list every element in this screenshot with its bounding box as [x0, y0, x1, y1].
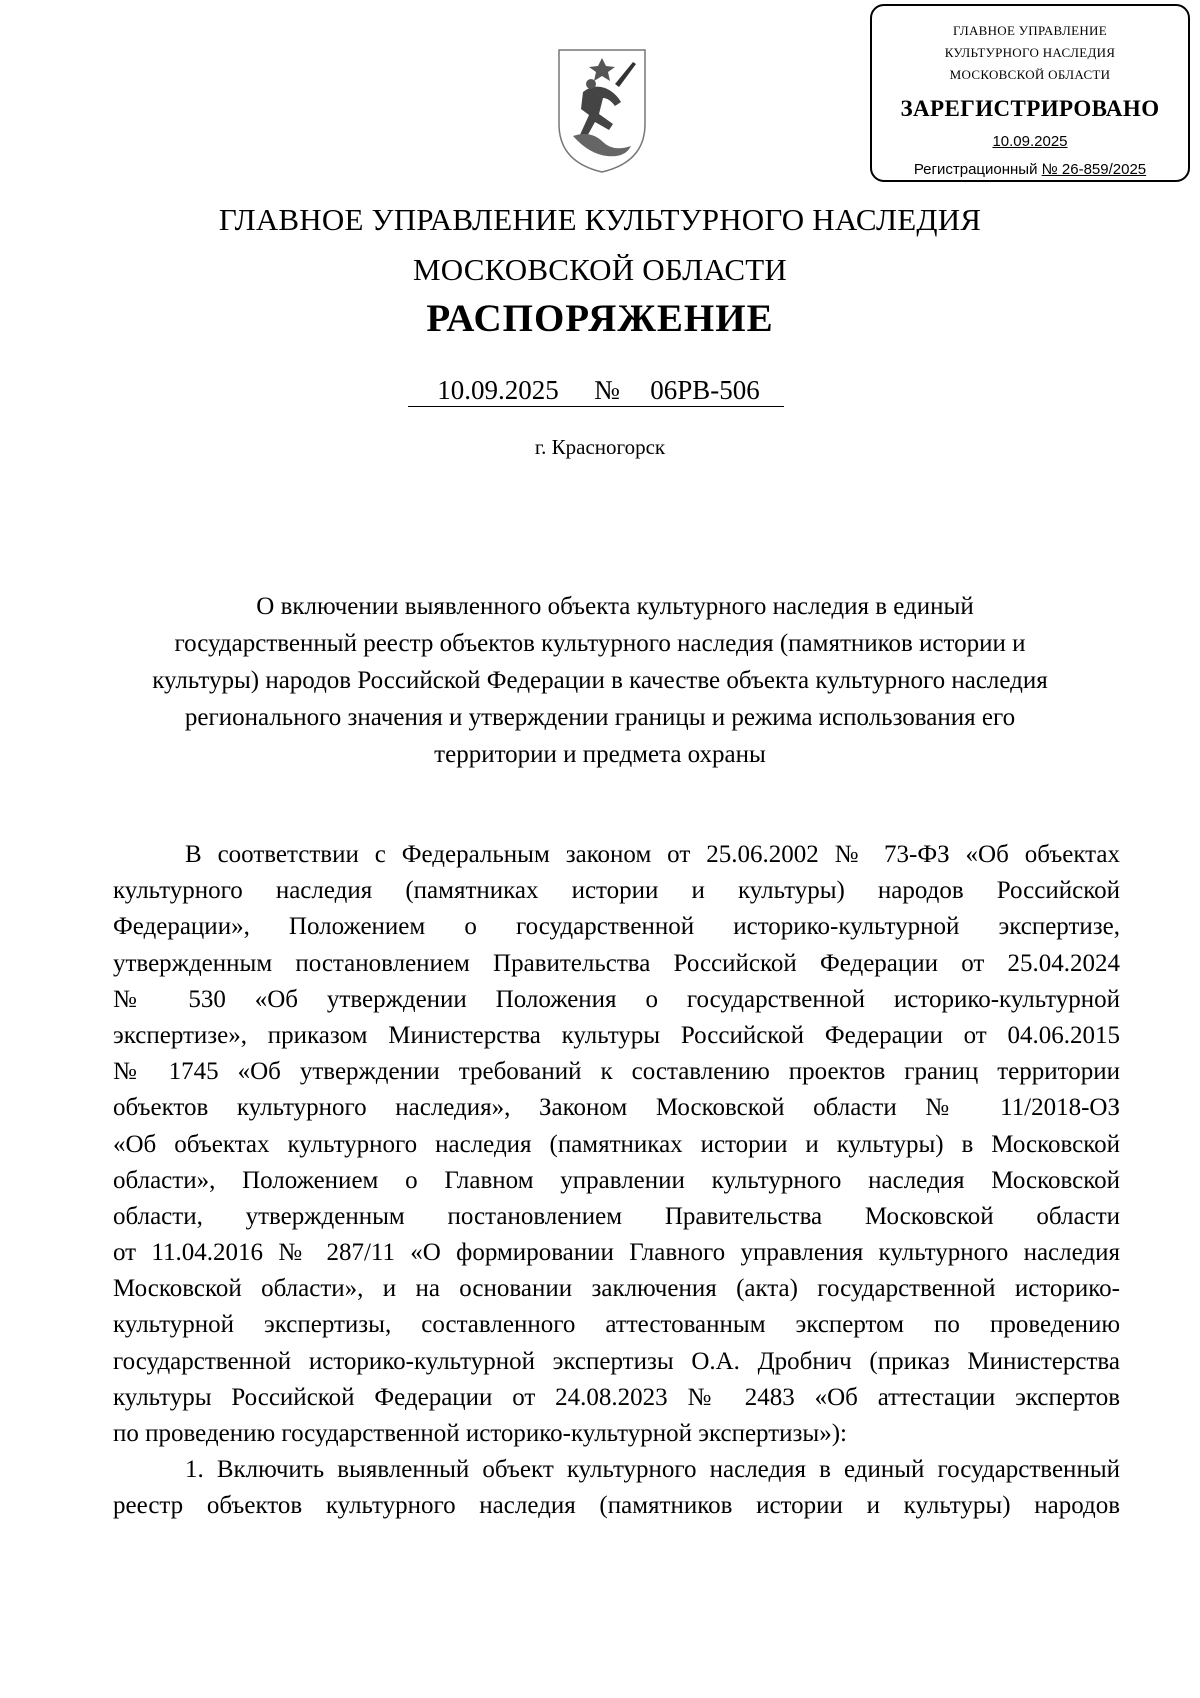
body-line: области», Положением о Главном управлении культурного наследия Московской [113, 1166, 1120, 1194]
organization-title [0, 195, 1200, 295]
body-line: объектов культурного наследия», Законом Московской области № 11/2018-ОЗ [113, 1094, 1120, 1122]
subject-line: регионального значения и утверждении границы и режима использования его [184, 704, 1016, 731]
stamp-org-line: КУЛЬТУРНОГО НАСЛЕДИЯ [944, 45, 1116, 60]
body-line: 1. Включить выявленный объект культурного наследия в единый государственный [185, 1456, 1120, 1484]
stamp-registration-number [872, 161, 1188, 178]
stamp-org-line: ГЛАВНОЕ УПРАВЛЕНИЕ [953, 23, 1107, 38]
body-line: культурной экспертизы, составленного аттестованным экспертом по проведению [113, 1311, 1120, 1339]
body-line: государственной историко-культурной экспертизы О.А. Дробнич (приказ Министерства [113, 1347, 1120, 1375]
stamp-org-name [872, 20, 1188, 86]
coat-of-arms-emblem [553, 44, 651, 176]
document-date: 10.09.2025 [408, 375, 588, 407]
subject-line: территории и предмета охраны [434, 741, 766, 768]
body-line: утвержденным постановлением Правительства Российской Федерации от 25.04.2024 [113, 949, 1120, 977]
stamp-reg-number: № 26-859/2025 [1041, 161, 1147, 178]
body-line: Федерации», Положением о государственной историко-культурной экспертизе, [113, 913, 1120, 941]
subject-line: О включении выявленного объекта культурного наследия в единый [256, 593, 974, 620]
organization-title-line: МОСКОВСКОЙ ОБЛАСТИ [413, 252, 787, 287]
stamp-reg-label: Регистрационный [913, 161, 1038, 178]
document-type: РАСПОРЯЖЕНИЕ [426, 297, 774, 340]
body-line: № 1745 «Об утверждении требований к составлению проектов границ территории [113, 1058, 1120, 1086]
body-line: по проведению государственной историко-культурной экспертизы»): [113, 1420, 847, 1447]
body-line: культуры Российской Федерации от 24.08.2023 № 2483 «Об аттестации экспертов [113, 1383, 1120, 1411]
body-line: В соответствии с Федеральным законом от 25.06.2002 № 73-ФЗ «Об объектах [185, 841, 1120, 868]
body-line: культурного наследия (памятниках истории и культуры) народов Российской [113, 877, 1120, 905]
stamp-date: 10.09.2025 [992, 133, 1068, 150]
stamp-org-line: МОСКОВСКОЙ ОБЛАСТИ [949, 67, 1111, 82]
stamp-status: ЗАРЕГИСТРИРОВАНО [900, 96, 1160, 121]
document-city: г. Красногорск [534, 435, 666, 459]
body-line: Московской области», и на основании заключения (акта) государственной историко- [113, 1275, 1120, 1303]
document-subject [120, 588, 1080, 773]
body-line: области, утвержденным постановлением Правительства Московской области [113, 1202, 1120, 1230]
document-date-number [408, 375, 784, 411]
organization-title-line: ГЛАВНОЕ УПРАВЛЕНИЕ КУЛЬТУРНОГО НАСЛЕДИЯ [218, 202, 982, 237]
body-line: от 11.04.2016 № 287/11 «О формировании Главного управления культурного наследия [113, 1239, 1120, 1267]
registration-stamp [870, 4, 1190, 182]
body-line: экспертизе», приказом Министерства культуры Российской Федерации от 04.06.2015 [113, 1021, 1120, 1049]
subject-line: государственный реестр объектов культурного наследия (памятников истории и [174, 630, 1026, 657]
body-line: реестр объектов культурного наследия (памятников истории и культуры) народов [113, 1492, 1120, 1520]
body-line: № 530 «Об утверждении Положения о государственной историко-культурной [113, 985, 1120, 1013]
subject-line: культуры) народов Российской Федерации в качестве объекта культурного наследия [152, 667, 1048, 694]
document-body [113, 837, 1120, 1525]
number-sign: № [588, 375, 626, 407]
document-number: 06РВ-506 [626, 375, 784, 407]
body-line: «Об объектах культурного наследия (памятниках истории и культуры) в Московской [113, 1130, 1120, 1158]
